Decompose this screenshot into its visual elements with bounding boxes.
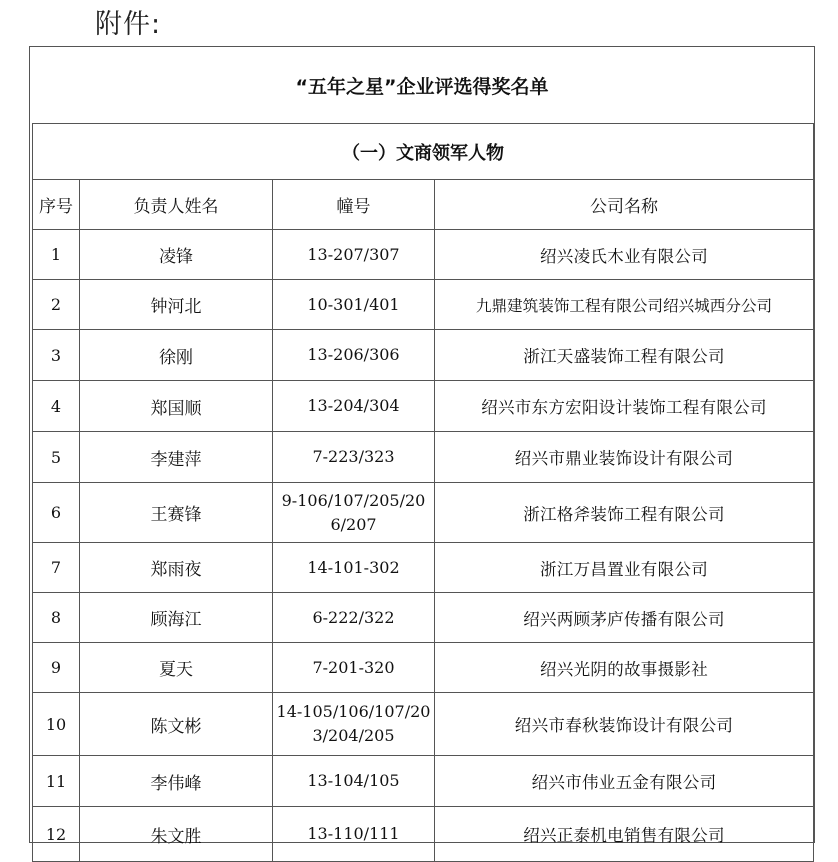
row-index: 7 xyxy=(33,543,80,593)
row-index: 11 xyxy=(33,756,80,807)
row-unit: 14-105/106/107/203/204/205 xyxy=(273,693,435,756)
row-company: 浙江万昌置业有限公司 xyxy=(435,543,814,593)
row-index: 10 xyxy=(33,693,80,756)
row-unit: 13-204/304 xyxy=(273,381,435,432)
row-company: 九鼎建筑装饰工程有限公司绍兴城西分公司 xyxy=(435,280,814,330)
table-row xyxy=(33,483,814,543)
section-title: （一）文商领军人物 xyxy=(33,124,814,180)
table-row xyxy=(33,756,814,807)
header-unit: 幢号 xyxy=(273,180,435,230)
row-index: 9 xyxy=(33,643,80,693)
row-person: 顾海江 xyxy=(80,593,273,643)
table-row xyxy=(33,593,814,643)
table-row xyxy=(33,543,814,593)
table-row xyxy=(33,381,814,432)
row-index: 8 xyxy=(33,593,80,643)
row-index: 3 xyxy=(33,330,80,381)
table-row xyxy=(33,807,814,862)
row-company: 绍兴光阴的故事摄影社 xyxy=(435,643,814,693)
row-person: 徐刚 xyxy=(80,330,273,381)
table-header-row xyxy=(33,180,814,230)
row-index: 4 xyxy=(33,381,80,432)
row-person: 凌锋 xyxy=(80,230,273,280)
row-company: 绍兴市伟业五金有限公司 xyxy=(435,756,814,807)
header-index: 序号 xyxy=(33,180,80,230)
row-company: 绍兴凌氏木业有限公司 xyxy=(435,230,814,280)
attachment-label: 附件: xyxy=(95,9,162,40)
row-index: 2 xyxy=(33,280,80,330)
row-person: 郑雨夜 xyxy=(80,543,273,593)
row-index: 6 xyxy=(33,483,80,543)
row-unit: 10-301/401 xyxy=(273,280,435,330)
row-company: 绍兴两顾茅庐传播有限公司 xyxy=(435,593,814,643)
row-company: 绍兴市鼎业装饰设计有限公司 xyxy=(435,432,814,483)
row-unit: 7-201-320 xyxy=(273,643,435,693)
row-unit: 6-222/322 xyxy=(273,593,435,643)
row-index: 1 xyxy=(33,230,80,280)
table-row xyxy=(33,280,814,330)
row-person: 朱文胜 xyxy=(80,807,273,862)
row-company: 浙江天盛装饰工程有限公司 xyxy=(435,330,814,381)
row-unit: 7-223/323 xyxy=(273,432,435,483)
row-company: 绍兴市春秋装饰设计有限公司 xyxy=(435,693,814,756)
row-index: 12 xyxy=(33,807,80,862)
row-unit: 13-206/306 xyxy=(273,330,435,381)
row-unit: 9-106/107/205/206/207 xyxy=(273,483,435,543)
row-person: 李伟峰 xyxy=(80,756,273,807)
award-table xyxy=(32,123,814,862)
row-unit: 14-101-302 xyxy=(273,543,435,593)
document-title: “五年之星”企业评选得奖名单 xyxy=(295,75,549,98)
row-unit: 13-207/307 xyxy=(273,230,435,280)
table-row xyxy=(33,693,814,756)
header-company: 公司名称 xyxy=(435,180,814,230)
table-row xyxy=(33,230,814,280)
row-person: 夏天 xyxy=(80,643,273,693)
row-unit: 13-104/105 xyxy=(273,756,435,807)
table-row xyxy=(33,432,814,483)
row-person: 王赛锋 xyxy=(80,483,273,543)
header-person: 负责人姓名 xyxy=(80,180,273,230)
row-index: 5 xyxy=(33,432,80,483)
section-row xyxy=(33,124,814,180)
row-company: 绍兴市东方宏阳设计装饰工程有限公司 xyxy=(435,381,814,432)
row-company: 浙江格斧装饰工程有限公司 xyxy=(435,483,814,543)
table-row xyxy=(33,330,814,381)
row-person: 钟河北 xyxy=(80,280,273,330)
row-company: 绍兴正泰机电销售有限公司 xyxy=(435,807,814,862)
row-unit: 13-110/111 xyxy=(273,807,435,862)
row-person: 郑国顺 xyxy=(80,381,273,432)
table-row xyxy=(33,643,814,693)
row-person: 陈文彬 xyxy=(80,693,273,756)
row-person: 李建萍 xyxy=(80,432,273,483)
award-list-frame xyxy=(29,46,815,847)
